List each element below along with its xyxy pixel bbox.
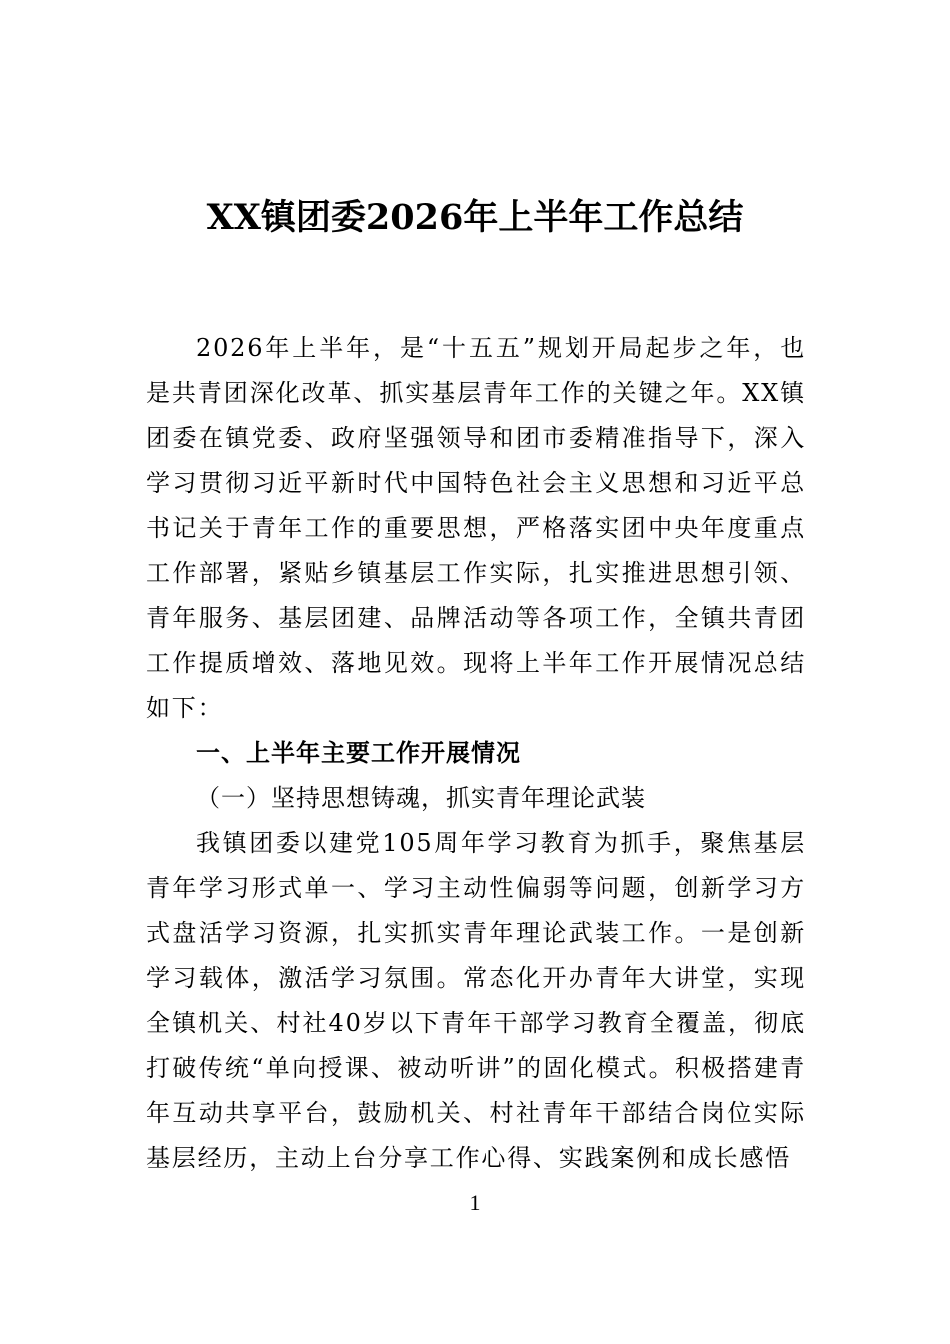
subsection-paragraph: 我镇团委以建党105周年学习教育为抓手，聚焦基层青年学习形式单一、学习主动性偏弱等问题，创新学习方式盘活学习资源，扎实抓实青年理论武装工作。一是创新学习载体，激活学习氛围。常态化开办青年大讲堂，实现全镇机关、村社40岁以下青年干部学习教育全覆盖，彻底打破传统“单向授课、被动听讲”的固化模式。积极搭建青年互动共享平台，鼓励机关、村社青年干部结合岗位实际基层经历，主动上台分享工作心得、实践案例和成长感悟	[146, 829, 806, 1172]
page-number: 1	[469, 1190, 481, 1215]
section-heading: 一、上半年主要工作开展情况	[196, 739, 521, 767]
document-body	[146, 326, 806, 1181]
subsection-heading: （一）坚持思想铸魂，抓实青年理论武装	[196, 784, 646, 812]
document-title: XX镇团委2026年上半年工作总结	[206, 197, 744, 238]
intro-paragraph: 2026年上半年，是“十五五”规划开局起步之年，也是共青团深化改革、抓实基层青年工作的关键之年。XX镇团委在镇党委、政府坚强领导和团市委精准指导下，深入学习贯彻习近平新时代中国特色社会主义思想和习近平总书记关于青年工作的重要思想，严格落实团中央年度重点工作部署，紧贴乡镇基层工作实际，扎实推进思想引领、青年服务、基层团建、品牌活动等各项工作，全镇共青团工作提质增效、落地见效。现将上半年工作开展情况总结如下：	[146, 334, 806, 722]
